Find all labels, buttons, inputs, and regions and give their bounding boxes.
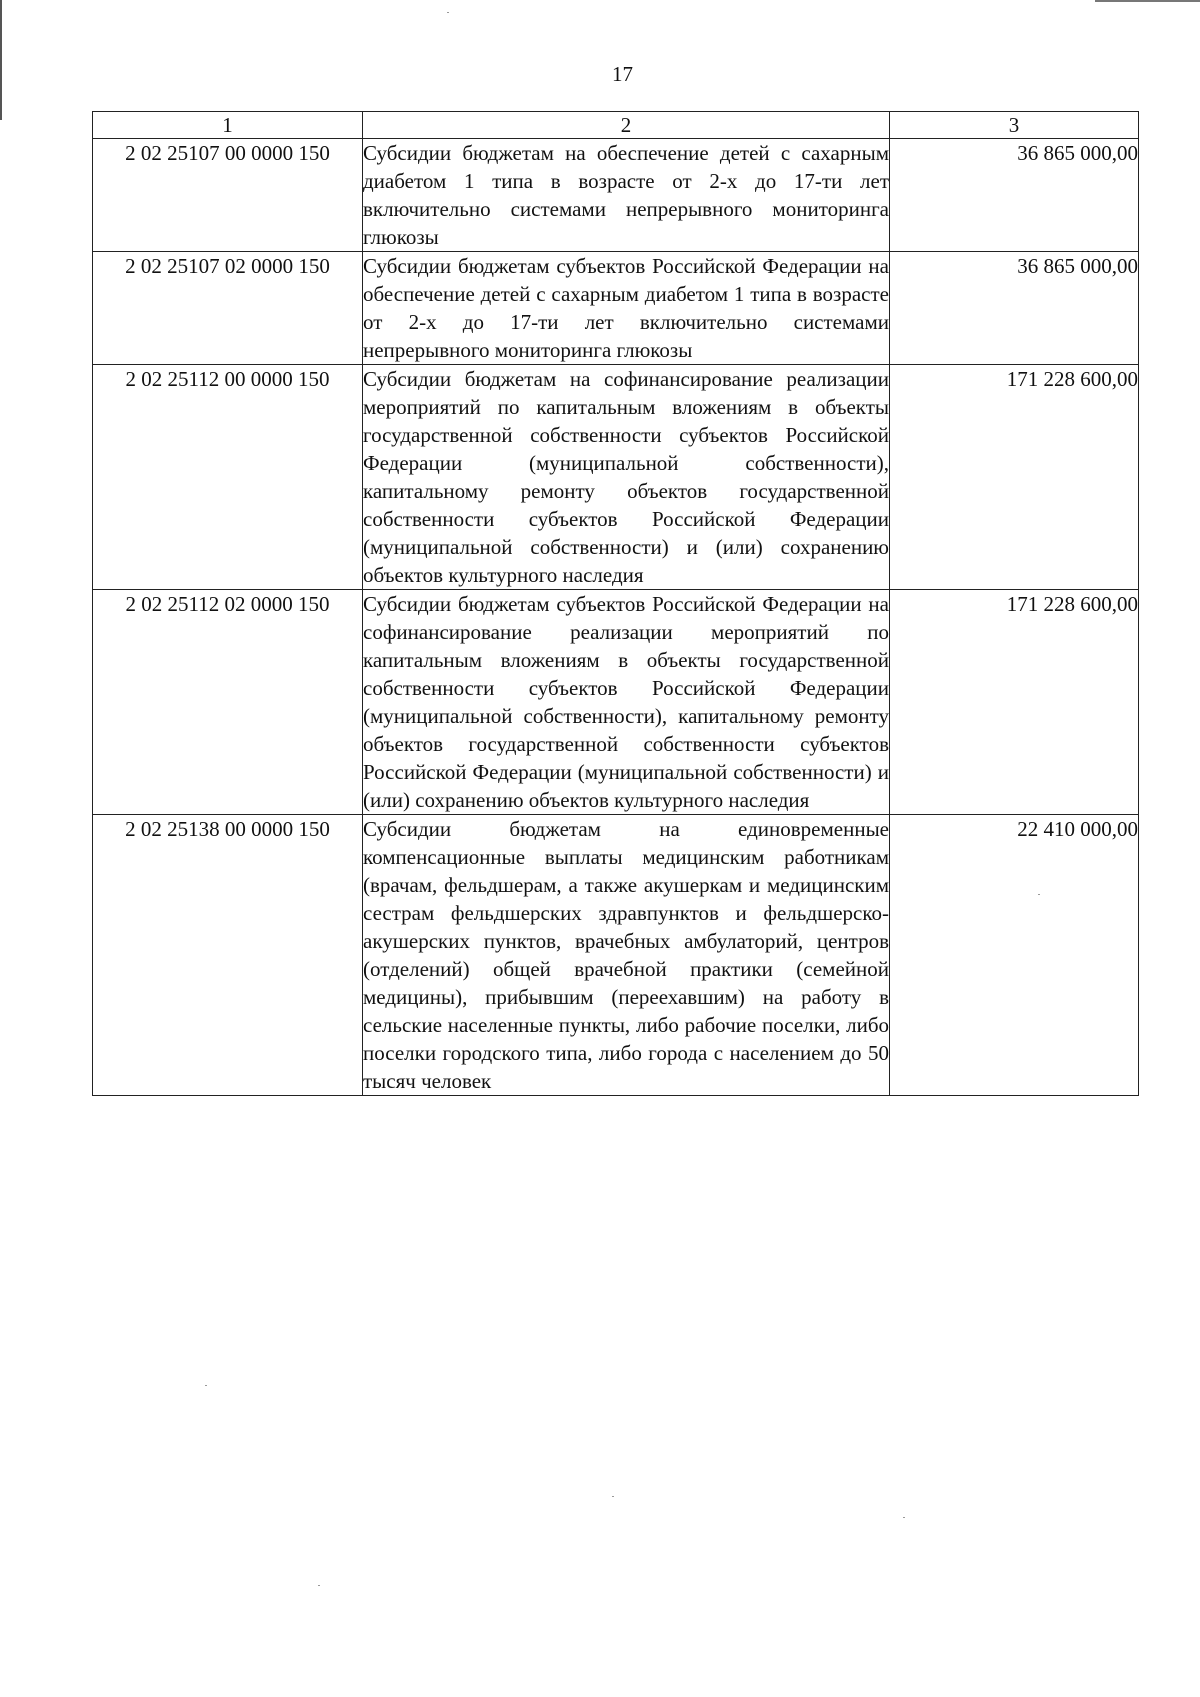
- table-row: [93, 590, 1139, 815]
- amount-value: 22 410 000,00: [890, 815, 1139, 1096]
- scan-speck: [205, 1385, 207, 1386]
- table-row: [93, 252, 1139, 365]
- income-description: Субсидии бюджетам субъектов Российской Федерации на обеспечение детей с сахарным диабетом 1 типа в возрасте от 2-х до 17-ти лет включительно системами непрерывного мониторинга глюкозы: [363, 252, 890, 365]
- amount-value: 171 228 600,00: [890, 365, 1139, 590]
- scan-edge-top: [1095, 0, 1200, 2]
- income-description: Субсидии бюджетам на единовременные компенсационные выплаты медицинским работникам (врачам, фельдшерам, а также акушеркам и медицинским сестрам фельдшерских здравпунктов и фельдшерско-акушерских пунктов, врачебных амбулаторий, центров (отделений) общей врачебной практики (семейной медицины), прибывшим (переехавшим) на работу в сельские населенные пункты, либо рабочие поселки, либо поселки городского типа, либо города с населением до 50 тысяч человек: [363, 815, 890, 1096]
- classification-code: 2 02 25107 02 0000 150: [93, 252, 363, 365]
- income-description: Субсидии бюджетам на обеспечение детей с сахарным диабетом 1 типа в возрасте от 2-х до 17-ти лет включительно системами непрерывного мониторинга глюкозы: [363, 139, 890, 252]
- scan-edge-left: [0, 0, 2, 120]
- classification-code: 2 02 25107 00 0000 150: [93, 139, 363, 252]
- table-row: [93, 815, 1139, 1096]
- classification-code: 2 02 25112 00 0000 150: [93, 365, 363, 590]
- income-description: Субсидии бюджетам на софинансирование реализации мероприятий по капитальным вложениям в объекты государственной собственности субъектов Российской Федерации (муниципальной собственности), капитальному ремонту объектов государственной собственности субъектов Российской Федерации (муниципальной собственности) и (или) сохранению объектов культурного наследия: [363, 365, 890, 590]
- classification-code: 2 02 25112 02 0000 150: [93, 590, 363, 815]
- table-row: [93, 365, 1139, 590]
- scan-speck: [447, 12, 449, 13]
- scan-speck: [318, 1585, 320, 1586]
- scan-speck: [612, 1496, 614, 1497]
- column-header-description: 2: [363, 112, 890, 139]
- column-header-amount: 3: [890, 112, 1139, 139]
- amount-value: 171 228 600,00: [890, 590, 1139, 815]
- budget-table: [92, 111, 1139, 1096]
- header-row: [93, 112, 1139, 139]
- scan-speck: [903, 1517, 905, 1518]
- amount-value: 36 865 000,00: [890, 139, 1139, 252]
- classification-code: 2 02 25138 00 0000 150: [93, 815, 363, 1096]
- page-number: 17: [612, 62, 633, 86]
- column-header-code: 1: [93, 112, 363, 139]
- table-row: [93, 139, 1139, 252]
- income-description: Субсидии бюджетам субъектов Российской Федерации на софинансирование реализации мероприятий по капитальным вложениям в объекты государственной собственности субъектов Российской Федерации (муниципальной собственности), капитальному ремонту объектов государственной собственности субъектов Российской Федерации (муниципальной собственности) и (или) сохранению объектов культурного наследия: [363, 590, 890, 815]
- amount-value: 36 865 000,00: [890, 252, 1139, 365]
